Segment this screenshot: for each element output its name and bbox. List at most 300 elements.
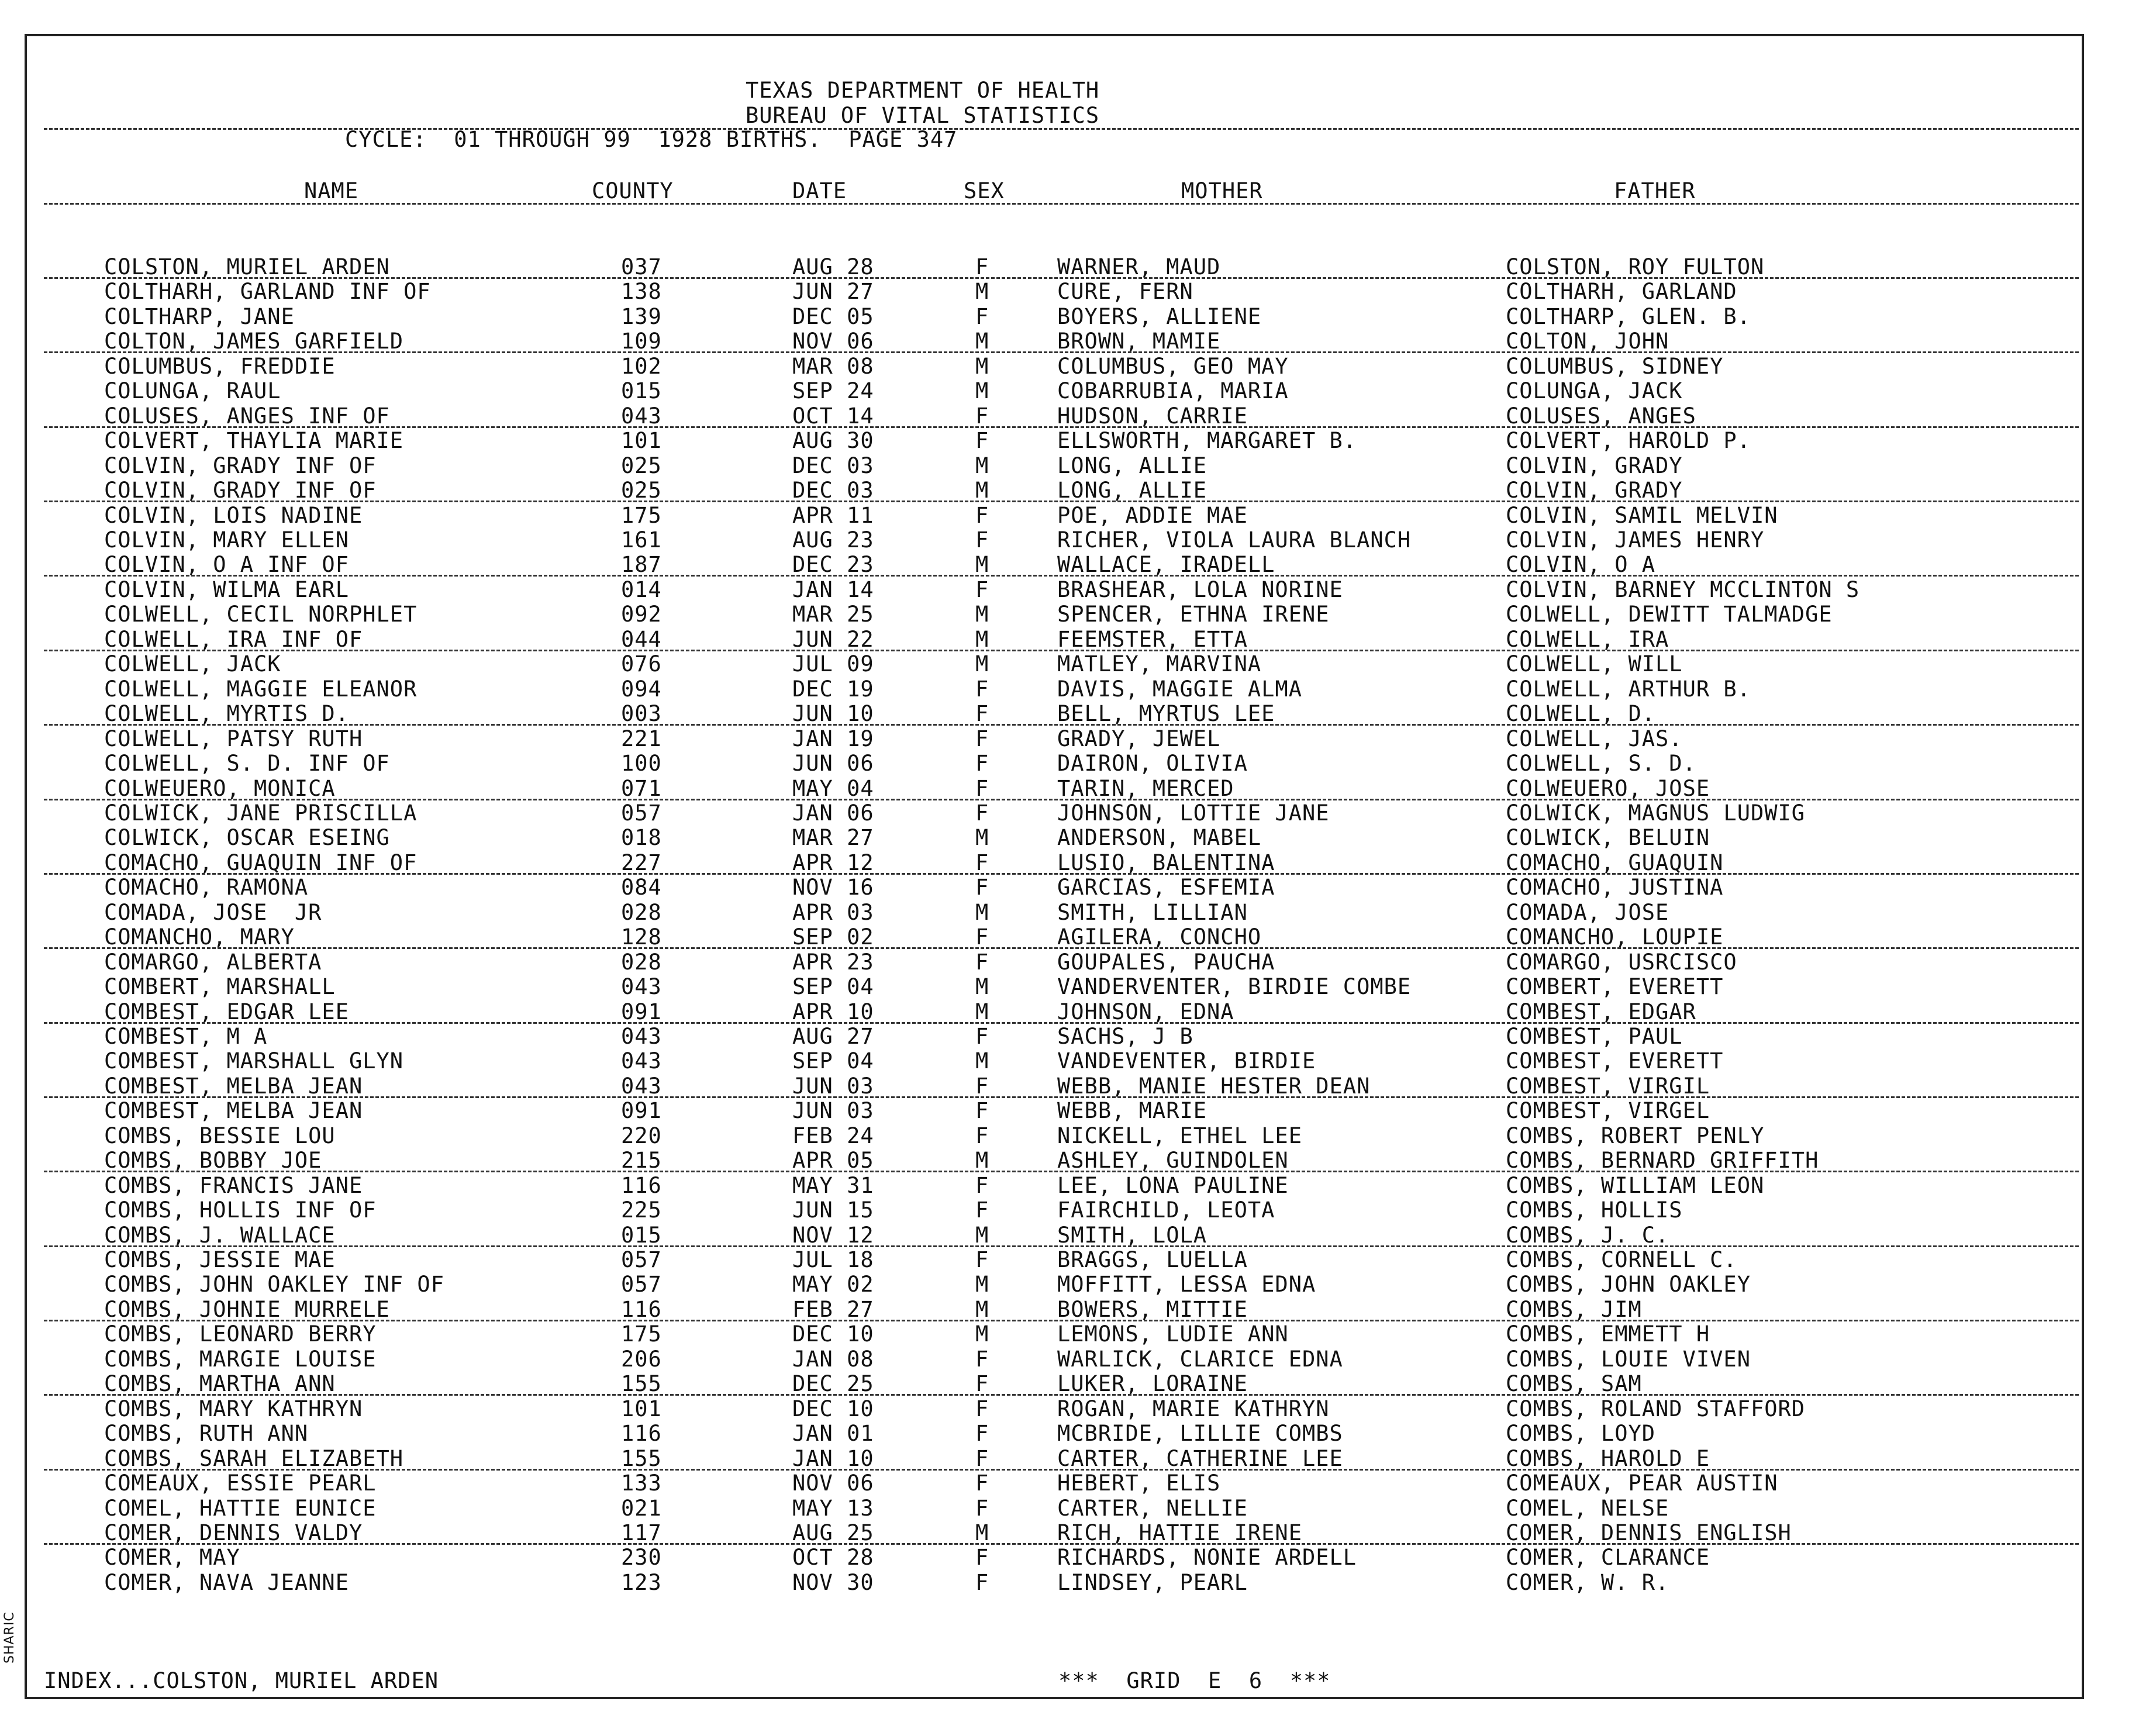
record-date: SEP 02 <box>792 924 874 950</box>
record-sex: M <box>975 974 989 1000</box>
record-mother: SACHS, J B <box>1057 1024 1193 1049</box>
record-date: MAY 13 <box>792 1495 874 1521</box>
record-county: 133 <box>621 1471 662 1496</box>
record-father: COMBS, JIM <box>1506 1296 1642 1322</box>
record-father: COMEL, NELSE <box>1506 1495 1669 1521</box>
record-mother: BELL, MYRTUS LEE <box>1057 701 1275 727</box>
record-county: 161 <box>621 527 662 553</box>
record-county: 175 <box>621 1321 662 1347</box>
record-mother: RICH, HATTIE IRENE <box>1057 1520 1302 1545</box>
record-father: COLTHARP, GLEN. B. <box>1506 303 1751 329</box>
record-father: COLTON, JOHN <box>1506 329 1669 354</box>
record-father: COMBS, J. C. <box>1506 1222 1669 1248</box>
header-line-1: TEXAS DEPARTMENT OF HEALTH <box>746 78 1100 103</box>
record-sex: M <box>975 453 989 478</box>
record-name: COLTON, JAMES GARFIELD <box>104 329 404 354</box>
record-father: COMBS, ROLAND STAFFORD <box>1506 1396 1806 1421</box>
record-father: COMACHO, GUAQUIN <box>1506 850 1724 875</box>
record-mother: SMITH, LOLA <box>1057 1222 1208 1248</box>
record-mother: AGILERA, CONCHO <box>1057 924 1262 950</box>
record-name: COMER, MAY <box>104 1545 240 1571</box>
record-name: COMACHO, GUAQUIN INF OF <box>104 850 418 875</box>
record-county: 037 <box>621 254 662 279</box>
record-mother: NICKELL, ETHEL LEE <box>1057 1123 1302 1148</box>
record-father: COLWEUERO, JOSE <box>1506 775 1710 801</box>
record-father: COMEAUX, PEAR AUSTIN <box>1506 1471 1778 1496</box>
record-name: COLUMBUS, FREDDIE <box>104 353 336 379</box>
record-name: COMBEST, EDGAR LEE <box>104 999 349 1024</box>
record-county: 043 <box>621 974 662 1000</box>
record-sex: F <box>975 1197 989 1223</box>
record-date: AUG 28 <box>792 254 874 279</box>
record-name: COMARGO, ALBERTA <box>104 949 322 975</box>
record-mother: BRASHEAR, LOLA NORINE <box>1057 577 1343 602</box>
record-father: COMARGO, USRCISCO <box>1506 949 1737 975</box>
record-county: 101 <box>621 1396 662 1421</box>
record-mother: WARLICK, CLARICE EDNA <box>1057 1346 1343 1372</box>
record-sex: M <box>975 279 989 305</box>
record-county: 116 <box>621 1172 662 1198</box>
record-mother: JOHNSON, LOTTIE JANE <box>1057 800 1330 826</box>
record-father: COLSTON, ROY FULTON <box>1506 254 1765 279</box>
record-name: COLWELL, IRA INF OF <box>104 626 363 652</box>
record-sex: M <box>975 651 989 677</box>
row-group-divider <box>44 724 2079 726</box>
record-county: 071 <box>621 775 662 801</box>
record-county: 043 <box>621 403 662 429</box>
column-header-date: DATE <box>792 178 847 203</box>
record-mother: HUDSON, CARRIE <box>1057 403 1248 429</box>
record-mother: DAIRON, OLIVIA <box>1057 751 1248 776</box>
column-header-county: COUNTY <box>592 178 674 203</box>
record-father: COLVIN, GRADY <box>1506 478 1683 503</box>
record-county: 139 <box>621 303 662 329</box>
record-father: COMBEST, EDGAR <box>1506 999 1696 1024</box>
record-name: COMBS, BOBBY JOE <box>104 1148 322 1174</box>
record-father: COLVIN, O A <box>1506 552 1656 578</box>
record-date: APR 23 <box>792 949 874 975</box>
record-date: DEC 03 <box>792 453 874 478</box>
record-father: COMBS, JOHN OAKLEY <box>1506 1272 1751 1297</box>
record-sex: F <box>975 527 989 553</box>
record-sex: F <box>975 751 989 776</box>
record-date: MAR 08 <box>792 353 874 379</box>
record-sex: M <box>975 999 989 1024</box>
record-name: COLVIN, GRADY INF OF <box>104 453 377 478</box>
record-sex: M <box>975 552 989 578</box>
record-father: COLWELL, JAS. <box>1506 726 1683 751</box>
record-county: 187 <box>621 552 662 578</box>
record-father: COLVERT, HAROLD P. <box>1506 428 1751 454</box>
record-name: COLUNGA, RAUL <box>104 378 281 404</box>
record-county: 230 <box>621 1545 662 1571</box>
record-name: COMBS, BESSIE LOU <box>104 1123 336 1148</box>
record-mother: BRAGGS, LUELLA <box>1057 1247 1248 1272</box>
record-county: 094 <box>621 676 662 702</box>
record-date: DEC 25 <box>792 1371 874 1397</box>
record-sex: F <box>975 254 989 279</box>
record-sex: F <box>975 924 989 950</box>
record-county: 206 <box>621 1346 662 1372</box>
record-mother: WARNER, MAUD <box>1057 254 1221 279</box>
record-mother: WEBB, MANIE HESTER DEAN <box>1057 1073 1371 1099</box>
record-mother: LEE, LONA PAULINE <box>1057 1172 1289 1198</box>
record-date: APR 10 <box>792 999 874 1024</box>
record-sex: M <box>975 1520 989 1545</box>
record-date: APR 11 <box>792 502 874 528</box>
record-name: COMEAUX, ESSIE PEARL <box>104 1471 377 1496</box>
record-sex: F <box>975 403 989 429</box>
record-father: COMBS, LOYD <box>1506 1421 1656 1447</box>
record-name: COMER, NAVA JEANNE <box>104 1569 349 1595</box>
record-sex: M <box>975 825 989 851</box>
record-date: MAY 04 <box>792 775 874 801</box>
record-name: COLVIN, O A INF OF <box>104 552 349 578</box>
record-sex: M <box>975 1272 989 1297</box>
record-sex: M <box>975 899 989 925</box>
record-father: COMBS, BERNARD GRIFFITH <box>1506 1148 1819 1174</box>
record-sex: M <box>975 353 989 379</box>
record-name: COLVIN, MARY ELLEN <box>104 527 349 553</box>
record-sex: F <box>975 1545 989 1571</box>
column-header-mother: MOTHER <box>1181 178 1263 203</box>
record-father: COLWELL, S. D. <box>1506 751 1696 776</box>
record-county: 221 <box>621 726 662 751</box>
record-mother: HEBERT, ELIS <box>1057 1471 1221 1496</box>
record-name: COMACHO, RAMONA <box>104 875 309 900</box>
record-name: COMADA, JOSE JR <box>104 899 322 925</box>
record-county: 057 <box>621 1247 662 1272</box>
record-father: COLWICK, BELUIN <box>1506 825 1710 851</box>
record-date: DEC 03 <box>792 478 874 503</box>
row-group-divider <box>44 575 2079 577</box>
record-mother: LONG, ALLIE <box>1057 478 1208 503</box>
record-mother: GOUPALES, PAUCHA <box>1057 949 1275 975</box>
record-date: SEP 04 <box>792 1048 874 1074</box>
record-name: COLVERT, THAYLIA MARIE <box>104 428 404 454</box>
record-mother: MCBRIDE, LILLIE COMBS <box>1057 1421 1343 1447</box>
record-date: MAR 27 <box>792 825 874 851</box>
record-mother: MOFFITT, LESSA EDNA <box>1057 1272 1316 1297</box>
record-mother: GARCIAS, ESFEMIA <box>1057 875 1275 900</box>
record-mother: COLUMBUS, GEO MAY <box>1057 353 1289 379</box>
record-county: 155 <box>621 1445 662 1471</box>
record-father: COMBS, CORNELL C. <box>1506 1247 1737 1272</box>
record-county: 227 <box>621 850 662 875</box>
record-date: FEB 27 <box>792 1296 874 1322</box>
record-sex: F <box>975 701 989 727</box>
record-father: COMBS, HOLLIS <box>1506 1197 1683 1223</box>
column-header-sex: SEX <box>964 178 1005 203</box>
record-sex: F <box>975 949 989 975</box>
record-date: DEC 10 <box>792 1396 874 1421</box>
record-sex: F <box>975 502 989 528</box>
record-name: COMBEST, MELBA JEAN <box>104 1073 363 1099</box>
column-header-father: FATHER <box>1614 178 1696 203</box>
record-county: 084 <box>621 875 662 900</box>
record-county: 100 <box>621 751 662 776</box>
record-date: APR 12 <box>792 850 874 875</box>
record-date: JUN 03 <box>792 1098 874 1124</box>
record-mother: VANDERVENTER, BIRDIE COMBE <box>1057 974 1412 1000</box>
record-name: COLWELL, PATSY RUTH <box>104 726 363 751</box>
record-date: NOV 12 <box>792 1222 874 1248</box>
record-mother: MATLEY, MARVINA <box>1057 651 1262 677</box>
record-date: JAN 01 <box>792 1421 874 1447</box>
record-date: JUN 06 <box>792 751 874 776</box>
record-name: COLWELL, MYRTIS D. <box>104 701 349 727</box>
side-label: SHARIC <box>2 1611 17 1663</box>
record-county: 057 <box>621 800 662 826</box>
record-sex: F <box>975 1346 989 1372</box>
record-father: COMBEST, EVERETT <box>1506 1048 1724 1074</box>
record-name: COLVIN, WILMA EARL <box>104 577 349 602</box>
record-county: 015 <box>621 378 662 404</box>
record-county: 123 <box>621 1569 662 1595</box>
record-name: COMBS, HOLLIS INF OF <box>104 1197 377 1223</box>
record-date: JUN 22 <box>792 626 874 652</box>
record-county: 003 <box>621 701 662 727</box>
record-date: NOV 06 <box>792 329 874 354</box>
record-mother: ANDERSON, MABEL <box>1057 825 1262 851</box>
record-mother: FAIRCHILD, LEOTA <box>1057 1197 1275 1223</box>
record-father: COLWELL, IRA <box>1506 626 1669 652</box>
record-father: COMBS, SAM <box>1506 1371 1642 1397</box>
record-name: COLWICK, JANE PRISCILLA <box>104 800 418 826</box>
record-mother: BOWERS, MITTIE <box>1057 1296 1248 1322</box>
record-mother: ASHLEY, GUINDOLEN <box>1057 1148 1289 1174</box>
record-mother: COBARRUBIA, MARIA <box>1057 378 1289 404</box>
record-date: AUG 27 <box>792 1024 874 1049</box>
record-name: COMBERT, MARSHALL <box>104 974 336 1000</box>
record-sex: F <box>975 1123 989 1148</box>
record-county: 091 <box>621 1098 662 1124</box>
record-county: 044 <box>621 626 662 652</box>
record-mother: CURE, FERN <box>1057 279 1193 305</box>
record-sex: M <box>975 1296 989 1322</box>
record-mother: ROGAN, MARIE KATHRYN <box>1057 1396 1330 1421</box>
record-mother: TARIN, MERCED <box>1057 775 1234 801</box>
record-name: COLWICK, OSCAR ESEING <box>104 825 390 851</box>
record-sex: M <box>975 1222 989 1248</box>
record-father: COLUSES, ANGES <box>1506 403 1696 429</box>
record-mother: BOYERS, ALLIENE <box>1057 303 1262 329</box>
record-county: 225 <box>621 1197 662 1223</box>
record-date: SEP 04 <box>792 974 874 1000</box>
record-date: AUG 30 <box>792 428 874 454</box>
record-county: 116 <box>621 1421 662 1447</box>
record-father: COMBEST, VIRGEL <box>1506 1098 1710 1124</box>
record-name: COMBS, MARGIE LOUISE <box>104 1346 377 1372</box>
record-mother: LONG, ALLIE <box>1057 453 1208 478</box>
record-sex: F <box>975 1421 989 1447</box>
record-date: JUN 27 <box>792 279 874 305</box>
record-sex: F <box>975 1371 989 1397</box>
record-sex: F <box>975 577 989 602</box>
record-sex: F <box>975 775 989 801</box>
record-name: COMBEST, M A <box>104 1024 268 1049</box>
record-county: 220 <box>621 1123 662 1148</box>
record-date: JAN 10 <box>792 1445 874 1471</box>
record-date: AUG 25 <box>792 1520 874 1545</box>
record-county: 043 <box>621 1048 662 1074</box>
header-line-2: BUREAU OF VITAL STATISTICS <box>746 103 1100 128</box>
record-name: COMBS, JOHNIE MURRELE <box>104 1296 390 1322</box>
row-group-divider <box>44 1171 2079 1172</box>
record-father: COLVIN, BARNEY MCCLINTON S <box>1506 577 1860 602</box>
record-father: COMBEST, PAUL <box>1506 1024 1683 1049</box>
record-father: COMBS, WILLIAM LEON <box>1506 1172 1765 1198</box>
record-mother: LINDSEY, PEARL <box>1057 1569 1248 1595</box>
record-sex: F <box>975 1396 989 1421</box>
record-date: DEC 19 <box>792 676 874 702</box>
record-name: COMBS, LEONARD BERRY <box>104 1321 377 1347</box>
record-mother: RICHER, VIOLA LAURA BLANCH <box>1057 527 1412 553</box>
record-name: COLTHARH, GARLAND INF OF <box>104 279 431 305</box>
record-date: AUG 23 <box>792 527 874 553</box>
record-mother: ELLSWORTH, MARGARET B. <box>1057 428 1357 454</box>
record-name: COMBS, RUTH ANN <box>104 1421 309 1447</box>
record-county: 057 <box>621 1272 662 1297</box>
record-mother: WEBB, MARIE <box>1057 1098 1208 1124</box>
cycle-line: CYCLE: 01 THROUGH 99 1928 BIRTHS. PAGE 347 <box>345 127 958 152</box>
record-county: 109 <box>621 329 662 354</box>
record-mother: SMITH, LILLIAN <box>1057 899 1248 925</box>
record-name: COMEL, HATTIE EUNICE <box>104 1495 377 1521</box>
record-sex: F <box>975 303 989 329</box>
row-group-divider <box>44 501 2079 502</box>
record-father: COMBS, LOUIE VIVEN <box>1506 1346 1751 1372</box>
record-county: 138 <box>621 279 662 305</box>
record-name: COMER, DENNIS VALDY <box>104 1520 363 1545</box>
record-mother: GRADY, JEWEL <box>1057 726 1221 751</box>
record-sex: F <box>975 1569 989 1595</box>
record-date: JUN 15 <box>792 1197 874 1223</box>
record-mother: CARTER, NELLIE <box>1057 1495 1248 1521</box>
record-mother: LUKER, LORAINE <box>1057 1371 1248 1397</box>
record-date: JAN 06 <box>792 800 874 826</box>
record-mother: LUSIO, BALENTINA <box>1057 850 1275 875</box>
row-group-divider <box>44 351 2079 353</box>
record-date: JUN 10 <box>792 701 874 727</box>
record-date: JAN 08 <box>792 1346 874 1372</box>
record-father: COLVIN, JAMES HENRY <box>1506 527 1765 553</box>
record-mother: POE, ADDIE MAE <box>1057 502 1248 528</box>
record-father: COMER, DENNIS ENGLISH <box>1506 1520 1792 1545</box>
record-father: COLWELL, WILL <box>1506 651 1683 677</box>
record-sex: F <box>975 875 989 900</box>
record-date: OCT 14 <box>792 403 874 429</box>
record-father: COLWELL, ARTHUR B. <box>1506 676 1751 702</box>
record-name: COLVIN, GRADY INF OF <box>104 478 377 503</box>
record-name: COMBS, MARY KATHRYN <box>104 1396 363 1421</box>
record-county: 117 <box>621 1520 662 1545</box>
record-sex: F <box>975 1098 989 1124</box>
record-mother: BROWN, MAMIE <box>1057 329 1221 354</box>
record-county: 102 <box>621 353 662 379</box>
record-date: JUL 18 <box>792 1247 874 1272</box>
record-county: 021 <box>621 1495 662 1521</box>
record-father: COLWICK, MAGNUS LUDWIG <box>1506 800 1806 826</box>
record-name: COMBS, J. WALLACE <box>104 1222 336 1248</box>
record-county: 014 <box>621 577 662 602</box>
record-date: JAN 19 <box>792 726 874 751</box>
record-father: COMER, CLARANCE <box>1506 1545 1710 1571</box>
record-father: COLUMBUS, SIDNEY <box>1506 353 1724 379</box>
record-mother: VANDEVENTER, BIRDIE <box>1057 1048 1316 1074</box>
record-sex: F <box>975 1471 989 1496</box>
record-county: 025 <box>621 453 662 478</box>
record-date: MAR 25 <box>792 602 874 627</box>
record-date: FEB 24 <box>792 1123 874 1148</box>
column-header-name: NAME <box>304 178 359 203</box>
record-date: DEC 23 <box>792 552 874 578</box>
record-sex: F <box>975 726 989 751</box>
record-date: JAN 14 <box>792 577 874 602</box>
record-sex: M <box>975 1148 989 1174</box>
record-county: 215 <box>621 1148 662 1174</box>
record-county: 128 <box>621 924 662 950</box>
record-date: NOV 06 <box>792 1471 874 1496</box>
record-father: COMBS, HAROLD E <box>1506 1445 1710 1471</box>
record-sex: F <box>975 850 989 875</box>
record-date: MAY 02 <box>792 1272 874 1297</box>
record-sex: M <box>975 626 989 652</box>
record-county: 018 <box>621 825 662 851</box>
footer-grid: *** GRID E 6 *** <box>1058 1668 1331 1693</box>
record-sex: F <box>975 1073 989 1099</box>
record-name: COLSTON, MURIEL ARDEN <box>104 254 390 279</box>
record-name: COLWELL, JACK <box>104 651 281 677</box>
record-father: COMANCHO, LOUPIE <box>1506 924 1724 950</box>
record-father: COLTHARH, GARLAND <box>1506 279 1737 305</box>
record-name: COMBS, SARAH ELIZABETH <box>104 1445 404 1471</box>
record-date: JUN 03 <box>792 1073 874 1099</box>
row-group-divider <box>44 947 2079 949</box>
record-name: COLWELL, MAGGIE ELEANOR <box>104 676 418 702</box>
record-name: COMBEST, MARSHALL GLYN <box>104 1048 404 1074</box>
record-sex: M <box>975 1321 989 1347</box>
record-sex: F <box>975 428 989 454</box>
record-name: COMBS, FRANCIS JANE <box>104 1172 363 1198</box>
record-father: COMADA, JOSE <box>1506 899 1669 925</box>
record-date: DEC 05 <box>792 303 874 329</box>
column-header-divider <box>44 203 2079 205</box>
record-mother: FEEMSTER, ETTA <box>1057 626 1248 652</box>
record-county: 076 <box>621 651 662 677</box>
record-county: 091 <box>621 999 662 1024</box>
record-name: COLVIN, LOIS NADINE <box>104 502 363 528</box>
record-sex: F <box>975 1024 989 1049</box>
record-mother: DAVIS, MAGGIE ALMA <box>1057 676 1302 702</box>
record-name: COLUSES, ANGES INF OF <box>104 403 390 429</box>
record-date: OCT 28 <box>792 1545 874 1571</box>
record-father: COMBEST, VIRGIL <box>1506 1073 1710 1099</box>
record-date: NOV 16 <box>792 875 874 900</box>
record-sex: F <box>975 1445 989 1471</box>
record-name: COMBS, JOHN OAKLEY INF OF <box>104 1272 444 1297</box>
record-mother: CARTER, CATHERINE LEE <box>1057 1445 1343 1471</box>
record-sex: F <box>975 676 989 702</box>
record-county: 116 <box>621 1296 662 1322</box>
record-date: NOV 30 <box>792 1569 874 1595</box>
record-county: 155 <box>621 1371 662 1397</box>
record-date: MAY 31 <box>792 1172 874 1198</box>
record-sex: M <box>975 602 989 627</box>
record-name: COMBS, JESSIE MAE <box>104 1247 336 1272</box>
record-county: 175 <box>621 502 662 528</box>
record-father: COLVIN, GRADY <box>1506 453 1683 478</box>
